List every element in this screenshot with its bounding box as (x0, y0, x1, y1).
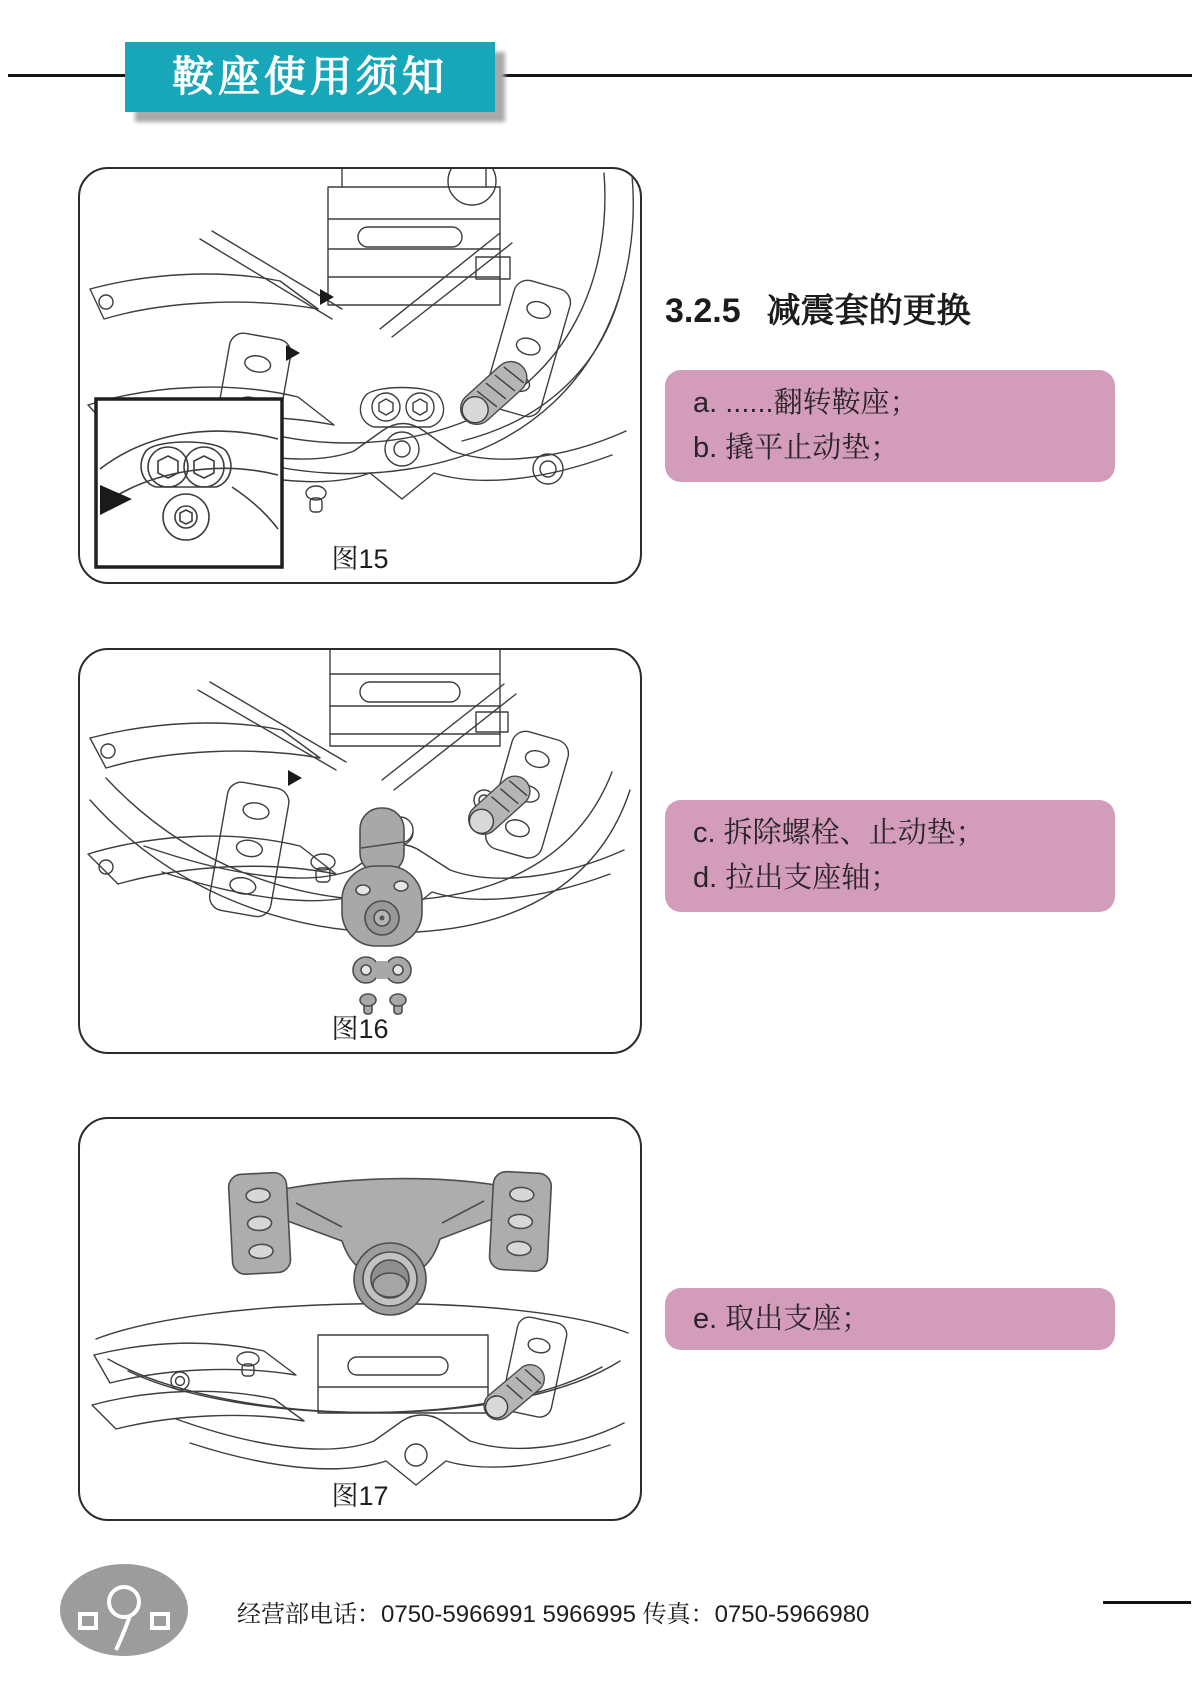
step-b: b. 撬平止动垫； (693, 432, 900, 464)
section-title: 减震套的更换 (766, 292, 971, 330)
step-d: d. 拉出支座轴； (693, 862, 900, 894)
step-c: c. 拆除螺栓、止动垫； (693, 817, 985, 849)
stop-washer-part (353, 957, 411, 983)
saddle-support-removed-drawing (80, 1119, 640, 1519)
section-heading (665, 283, 971, 332)
figure-15 (78, 167, 642, 584)
figure-16 (78, 648, 642, 1054)
footer-rule (1103, 1601, 1191, 1604)
shock-sleeve-part (462, 770, 536, 840)
shock-sleeve-part (454, 355, 533, 431)
step-e: e. 取出支座； (693, 1302, 871, 1335)
page-title: 鞍座使用须知 (171, 53, 448, 100)
steps-box-ab (665, 370, 1115, 482)
footer-contact: 经营部电话：0750-5966991 5966995 传真：0750-5966980 (237, 1601, 870, 1628)
company-logo-icon (58, 1562, 190, 1658)
steps-box-cd (665, 800, 1115, 912)
steps-box-e (665, 1288, 1115, 1350)
section-number: 3.2.5 (665, 292, 741, 330)
page-header-banner (125, 42, 495, 112)
step-a: a. ......翻转鞍座； (693, 387, 919, 419)
saddle-bottom-view-drawing (80, 169, 640, 580)
figure-17-caption: 图17 (331, 1481, 389, 1511)
figure-17 (78, 1117, 642, 1521)
saddle-pin-removed-drawing (80, 650, 640, 1050)
figure-15-caption: 图15 (331, 544, 389, 574)
figure-16-caption: 图16 (331, 1014, 389, 1044)
support-bracket-part (228, 1171, 552, 1315)
